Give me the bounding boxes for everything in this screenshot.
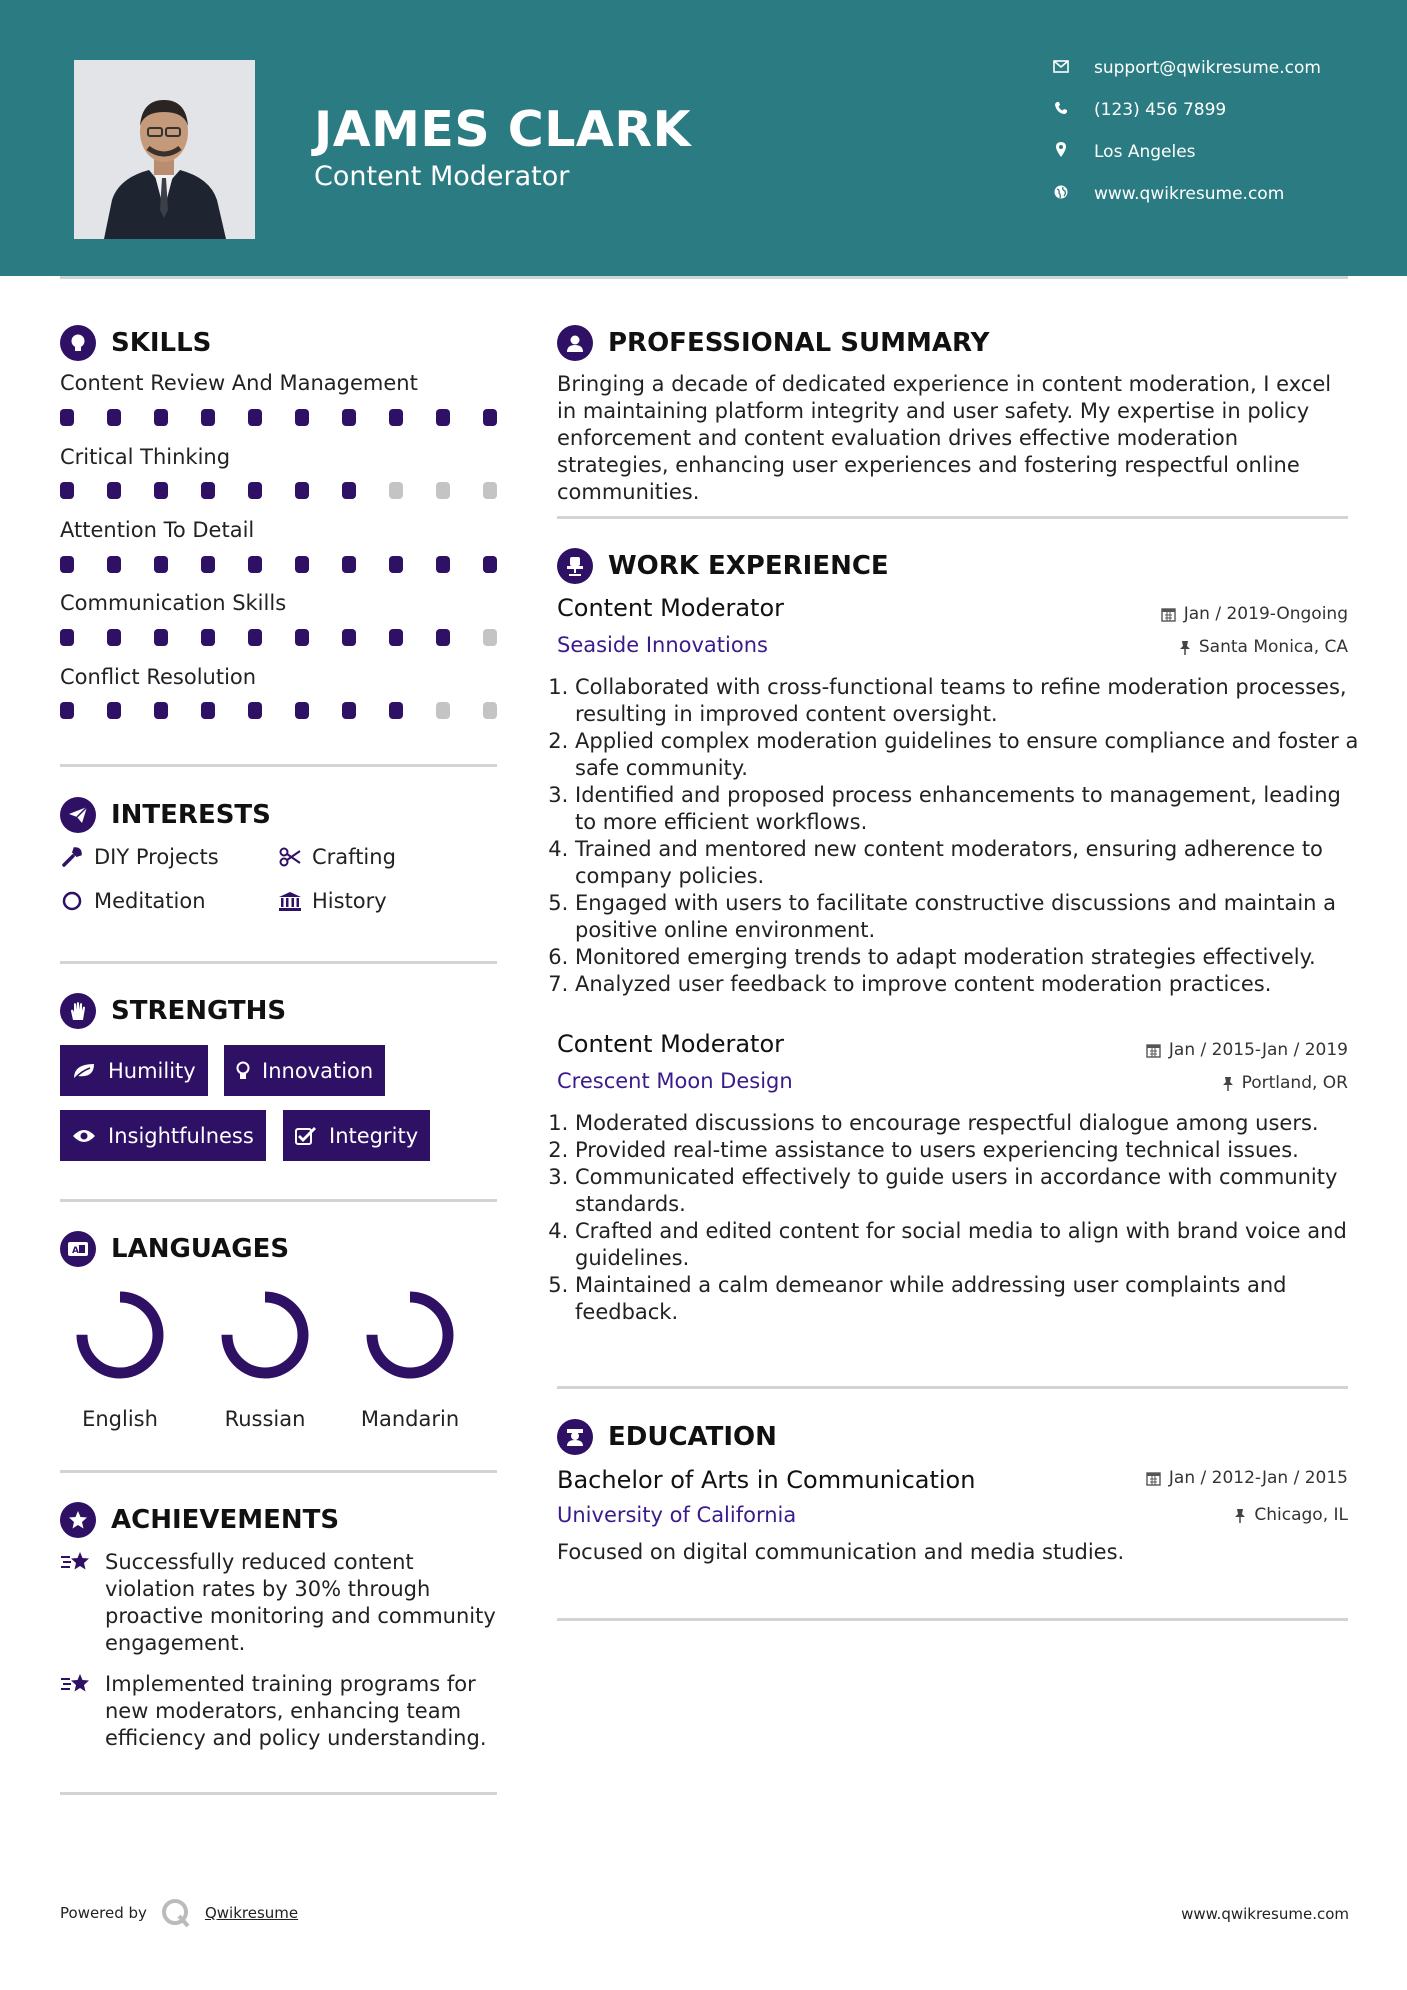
skill-dot-filled bbox=[60, 629, 74, 646]
job-title: Content Moderator bbox=[557, 594, 785, 622]
skill-dot-filled bbox=[483, 556, 497, 573]
skill-dot-filled bbox=[248, 629, 262, 646]
skill-dot-empty bbox=[436, 482, 450, 499]
skill-name: Content Review And Management bbox=[60, 371, 418, 395]
contact-email-text: support@qwikresume.com bbox=[1094, 58, 1321, 78]
skill-dot-filled bbox=[107, 702, 121, 719]
footer-website[interactable]: www.qwikresume.com bbox=[1181, 1905, 1349, 1923]
calendar-icon bbox=[1161, 607, 1176, 622]
language-level-ring bbox=[70, 1285, 170, 1385]
lightbulb-icon bbox=[236, 1061, 250, 1081]
skill-rating bbox=[60, 482, 530, 499]
school-name: University of California bbox=[557, 1503, 797, 1527]
skill-dot-filled bbox=[201, 409, 215, 426]
hand-icon bbox=[60, 993, 96, 1029]
qwikresume-logo-icon bbox=[161, 1898, 191, 1928]
degree-title: Bachelor of Arts in Communication bbox=[557, 1466, 976, 1494]
skill-dot-filled bbox=[107, 482, 121, 499]
language-level-arc bbox=[372, 1297, 448, 1373]
contact-location-text: Los Angeles bbox=[1094, 142, 1196, 162]
education-dates: Jan / 2012-Jan / 2015 bbox=[1146, 1468, 1348, 1488]
skill-dot-filled bbox=[389, 556, 403, 573]
job-dates: Jan / 2019-Ongoing bbox=[1161, 604, 1348, 624]
powered-by-label: Powered by bbox=[60, 1904, 147, 1922]
skill-dot-filled bbox=[201, 629, 215, 646]
education-description: Focused on digital communication and media studies. bbox=[557, 1540, 1125, 1564]
skill-rating bbox=[60, 556, 530, 573]
contact-website-text: www.qwikresume.com bbox=[1094, 184, 1285, 204]
phone-icon bbox=[1050, 100, 1072, 120]
summary-heading: PROFESSIONAL SUMMARY bbox=[557, 325, 989, 361]
contact-location bbox=[1050, 142, 1196, 162]
skill-dot-filled bbox=[342, 629, 356, 646]
resume-header bbox=[0, 0, 1407, 276]
section-divider bbox=[557, 1386, 1348, 1389]
profile-photo bbox=[74, 60, 255, 239]
skill-dot-filled bbox=[248, 482, 262, 499]
responsibility-item: 2. Provided real-time assistance to users experiencing technical issues. bbox=[575, 1137, 1368, 1164]
job-dates: Jan / 2015-Jan / 2019 bbox=[1146, 1040, 1348, 1060]
lightbulb-icon bbox=[60, 325, 96, 361]
strength-tag: Innovation bbox=[224, 1045, 385, 1096]
museum-icon bbox=[278, 891, 302, 911]
skill-dot-filled bbox=[389, 702, 403, 719]
summary-text: Bringing a decade of dedicated experience in content moderation, I excel in maintaining platform integrity and user safety. My expertise in policy enforcement and content evaluation drives effective moderation strategies, enhancing user experiences and fostering respectful online communities. bbox=[557, 372, 1332, 504]
skill-dot-filled bbox=[201, 482, 215, 499]
language-level-ring bbox=[215, 1285, 315, 1385]
scissors-icon bbox=[278, 847, 302, 867]
language-label: Russian bbox=[224, 1407, 306, 1431]
skill-dot-filled bbox=[154, 629, 168, 646]
office-chair-icon bbox=[557, 548, 593, 584]
skill-dot-filled bbox=[295, 482, 309, 499]
paper-plane-icon bbox=[60, 797, 96, 833]
section-divider bbox=[557, 516, 1348, 519]
achievements-heading: ACHIEVEMENTS bbox=[60, 1502, 339, 1538]
language-item bbox=[345, 1285, 475, 1431]
contact-phone-text: (123) 456 7899 bbox=[1094, 100, 1227, 120]
responsibility-item: 3. Communicated effectively to guide users in accordance with community standards. bbox=[575, 1164, 1368, 1218]
skills-heading: SKILLS bbox=[60, 325, 211, 361]
interest-item: Meditation bbox=[60, 889, 206, 913]
map-pin-icon bbox=[1050, 142, 1072, 162]
section-divider bbox=[557, 1618, 1348, 1621]
company-name: Crescent Moon Design bbox=[557, 1069, 793, 1093]
skill-dot-filled bbox=[201, 702, 215, 719]
skill-dot-filled bbox=[154, 702, 168, 719]
skill-dot-empty bbox=[389, 482, 403, 499]
skill-dot-filled bbox=[201, 556, 215, 573]
achievement-text: Implemented training programs for new moderators, enhancing team efficiency and policy understanding. bbox=[105, 1672, 487, 1750]
languages-heading: A LANGUAGES bbox=[60, 1231, 289, 1267]
job-location: Santa Monica, CA bbox=[1179, 637, 1348, 657]
contact-website[interactable] bbox=[1050, 184, 1284, 204]
interest-item: History bbox=[278, 889, 387, 913]
skill-dot-filled bbox=[389, 409, 403, 426]
responsibility-item: 3. Identified and proposed process enhancements to management, leading to more efficient workflows. bbox=[575, 782, 1368, 836]
skill-name: Communication Skills bbox=[60, 591, 287, 615]
job-responsibilities bbox=[557, 674, 1368, 998]
experience-heading: WORK EXPERIENCE bbox=[557, 548, 889, 584]
pushpin-icon bbox=[1179, 640, 1191, 655]
qwikresume-link[interactable]: Qwikresume bbox=[204, 1904, 299, 1922]
skill-dot-filled bbox=[60, 409, 74, 426]
skill-dot-filled bbox=[295, 702, 309, 719]
skill-rating bbox=[60, 409, 530, 426]
user-icon bbox=[557, 325, 593, 361]
graduate-icon bbox=[557, 1419, 593, 1455]
eye-icon bbox=[72, 1128, 96, 1144]
achievement-text: Successfully reduced content violation rates by 30% through proactive monitoring and community engagement. bbox=[105, 1550, 496, 1655]
responsibility-item: 4. Trained and mentored new content moderators, ensuring adherence to company policies. bbox=[575, 836, 1368, 890]
section-divider bbox=[60, 1792, 497, 1795]
education-heading: EDUCATION bbox=[557, 1419, 777, 1455]
skill-dot-filled bbox=[60, 702, 74, 719]
skill-dot-filled bbox=[107, 409, 121, 426]
skill-dot-filled bbox=[436, 556, 450, 573]
language-label: Mandarin bbox=[360, 1407, 460, 1431]
circle-icon bbox=[60, 891, 84, 911]
language-item bbox=[200, 1285, 330, 1431]
interest-item: DIY Projects bbox=[60, 845, 219, 869]
skill-rating bbox=[60, 702, 530, 719]
skill-dot-filled bbox=[107, 556, 121, 573]
strengths-heading: STRENGTHS bbox=[60, 993, 286, 1029]
skill-dot-filled bbox=[389, 629, 403, 646]
skill-dot-filled bbox=[295, 556, 309, 573]
footer-powered-by bbox=[60, 1898, 298, 1928]
responsibility-item: 6. Monitored emerging trends to adapt moderation strategies effectively. bbox=[575, 944, 1368, 971]
pushpin-icon bbox=[1222, 1076, 1234, 1091]
language-item bbox=[55, 1285, 185, 1431]
skill-dot-filled bbox=[107, 629, 121, 646]
skill-dot-filled bbox=[342, 482, 356, 499]
language-level-arc bbox=[227, 1297, 303, 1373]
education-location: Chicago, IL bbox=[1234, 1505, 1348, 1525]
skill-dot-filled bbox=[436, 409, 450, 426]
responsibility-item: 2. Applied complex moderation guidelines to ensure compliance and foster a safe community. bbox=[575, 728, 1368, 782]
skill-dot-filled bbox=[60, 556, 74, 573]
skill-dot-filled bbox=[295, 629, 309, 646]
section-divider bbox=[60, 1199, 497, 1202]
leaf-icon bbox=[72, 1062, 96, 1080]
responsibility-item: 1. Collaborated with cross-functional teams to refine moderation processes, resulting in improved content oversight. bbox=[575, 674, 1368, 728]
wrench-icon bbox=[60, 847, 84, 867]
skill-dot-filled bbox=[60, 482, 74, 499]
skill-dot-filled bbox=[342, 409, 356, 426]
job-responsibilities bbox=[557, 1110, 1368, 1326]
achievement-item bbox=[60, 1549, 500, 1657]
strength-tag: Integrity bbox=[283, 1110, 430, 1161]
header-divider bbox=[60, 276, 1348, 279]
envelope-icon bbox=[1050, 58, 1072, 78]
globe-icon bbox=[1050, 184, 1072, 204]
section-divider bbox=[60, 961, 497, 964]
skill-dot-empty bbox=[436, 702, 450, 719]
skill-name: Conflict Resolution bbox=[60, 665, 257, 689]
job-title: Content Moderator bbox=[557, 1030, 785, 1058]
language-icon bbox=[60, 1231, 96, 1267]
contact-email[interactable] bbox=[1050, 58, 1321, 78]
candidate-name: JAMES CLARK bbox=[314, 101, 692, 158]
responsibility-item: 5. Maintained a calm demeanor while addressing user complaints and feedback. bbox=[575, 1272, 1368, 1326]
strength-tag: Insightfulness bbox=[60, 1110, 266, 1161]
company-name: Seaside Innovations bbox=[557, 633, 768, 657]
shooting-star-icon bbox=[60, 1549, 92, 1657]
language-label: English bbox=[82, 1407, 158, 1431]
star-badge-icon bbox=[60, 1502, 96, 1538]
calendar-icon bbox=[1146, 1471, 1161, 1486]
job-location: Portland, OR bbox=[1222, 1073, 1348, 1093]
skill-dot-filled bbox=[436, 629, 450, 646]
skill-dot-empty bbox=[483, 482, 497, 499]
skill-dot-filled bbox=[483, 409, 497, 426]
section-divider bbox=[60, 764, 497, 767]
section-divider bbox=[60, 1470, 497, 1473]
skill-dot-filled bbox=[248, 409, 262, 426]
calendar-icon bbox=[1146, 1043, 1161, 1058]
language-level-ring bbox=[360, 1285, 460, 1385]
strength-tag: Humility bbox=[60, 1045, 208, 1096]
skill-dot-filled bbox=[342, 702, 356, 719]
shooting-star-icon bbox=[60, 1671, 92, 1752]
contact-phone[interactable] bbox=[1050, 100, 1226, 120]
skill-name: Attention To Detail bbox=[60, 518, 255, 542]
skill-dot-filled bbox=[342, 556, 356, 573]
pushpin-icon bbox=[1234, 1508, 1246, 1523]
responsibility-item: 1. Moderated discussions to encourage respectful dialogue among users. bbox=[575, 1110, 1368, 1137]
interest-item: Crafting bbox=[278, 845, 396, 869]
interests-heading: INTERESTS bbox=[60, 797, 271, 833]
skill-dot-filled bbox=[248, 702, 262, 719]
language-level-arc bbox=[82, 1297, 158, 1373]
svg-text:A: A bbox=[72, 1246, 79, 1256]
skill-dot-filled bbox=[154, 409, 168, 426]
checkbox-icon bbox=[295, 1126, 317, 1146]
skill-dot-filled bbox=[154, 556, 168, 573]
candidate-title: Content Moderator bbox=[314, 161, 570, 192]
skill-name: Critical Thinking bbox=[60, 445, 231, 469]
skill-dot-empty bbox=[483, 702, 497, 719]
skill-rating bbox=[60, 629, 530, 646]
responsibility-item: 4. Crafted and edited content for social media to align with brand voice and guidelines. bbox=[575, 1218, 1368, 1272]
skill-dot-filled bbox=[248, 556, 262, 573]
skill-dot-filled bbox=[295, 409, 309, 426]
achievement-item bbox=[60, 1671, 500, 1752]
skill-dot-filled bbox=[154, 482, 168, 499]
skill-dot-empty bbox=[483, 629, 497, 646]
responsibility-item: 7. Analyzed user feedback to improve content moderation practices. bbox=[575, 971, 1368, 998]
responsibility-item: 5. Engaged with users to facilitate constructive discussions and maintain a positive online environment. bbox=[575, 890, 1368, 944]
